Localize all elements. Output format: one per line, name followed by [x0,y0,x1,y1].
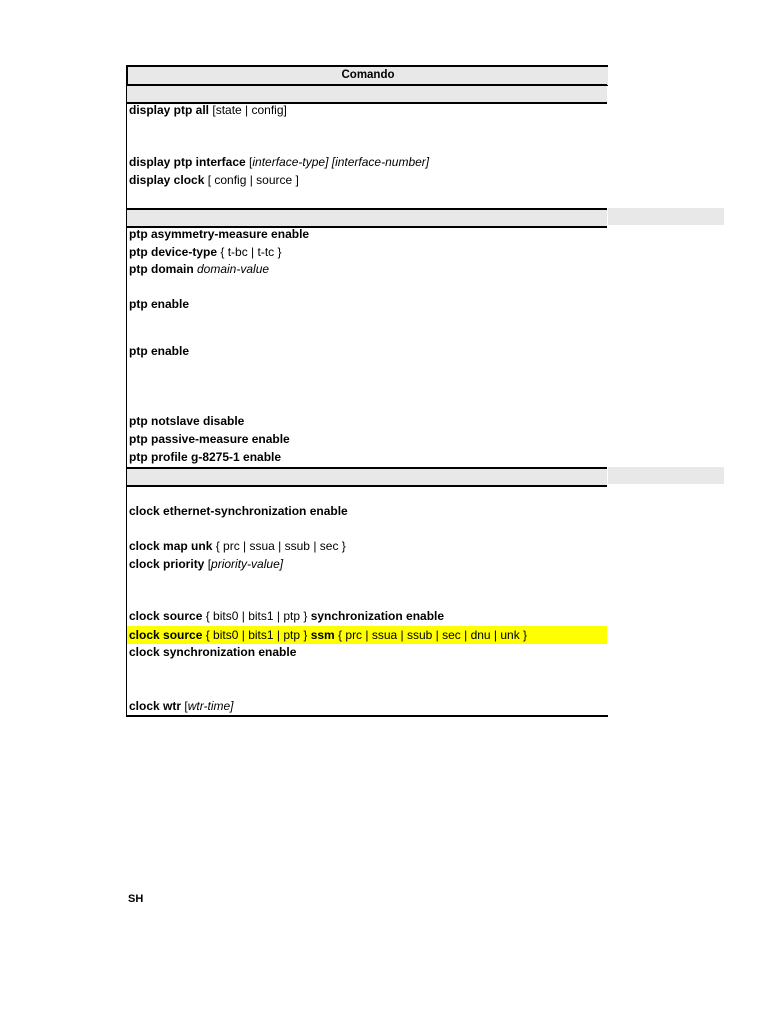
command-row [129,101,287,119]
command-text-segment: domain-value [197,262,270,276]
table-left-border [126,65,127,717]
command-text-segment: synchronization enable [310,609,445,623]
command-row [129,243,282,261]
column-header: Comando [127,65,608,86]
section-band-extension [608,208,724,225]
command-text-segment: ptp device-type [129,245,221,259]
command-text-segment: { bits0 | bits1 | ptp } [205,628,311,642]
command-text-segment: display ptp all [129,103,213,117]
command-text-segment: clock ethernet-synchronization enable [129,504,348,518]
command-text-segment: priority-value] [211,557,284,571]
command-row [129,643,296,661]
command-text-segment: ptp notslave disable [129,414,245,428]
command-text-segment: [ config | source ] [207,173,299,187]
command-text-segment: display ptp interface [129,155,250,169]
command-text-segment: clock priority [129,557,208,571]
section-separator-band [127,467,607,487]
command-text-segment: [state | config] [212,103,287,117]
command-text-segment: ptp passive-measure enable [129,432,290,446]
command-row [129,555,283,573]
table-bottom-border [126,715,608,717]
command-row [129,342,189,360]
command-text-segment: ptp profile g-8275-1 enable [129,450,282,464]
command-text-segment: [ [184,699,188,713]
command-row [129,295,189,313]
command-text-segment: wtr-time] [187,699,234,713]
command-row [129,537,346,555]
command-text-segment: clock source [129,628,206,642]
command-row [129,430,290,448]
command-row [129,412,244,430]
command-text-segment: { t-bc | t-tc } [220,245,282,259]
command-text-segment: ptp asymmetry-measure enable [129,227,310,241]
command-text-segment: interface-type] [interface-number] [252,155,430,169]
command-text-segment: { prc | ssua | ssub | sec } [215,539,346,553]
command-row [129,225,309,243]
command-text-segment: clock synchronization enable [129,645,297,659]
command-row [129,260,269,278]
command-text-segment: { prc | ssua | ssub | sec | dnu | unk } [338,628,528,642]
command-row [129,607,444,625]
command-text-segment: ptp enable [129,297,190,311]
command-row [129,448,281,466]
command-text-segment: ptp domain [129,262,197,276]
command-text-segment: [ [207,557,212,571]
command-row [129,171,299,189]
footer-label: SH [128,893,144,905]
command-text-segment: display clock [129,173,208,187]
command-row [129,502,348,520]
command-text-segment: ptp enable [129,344,190,358]
command-text-segment: clock map unk [129,539,216,553]
command-text-segment: { bits0 | bits1 | ptp } [205,609,311,623]
section-band-extension [608,467,724,484]
command-row [129,153,429,171]
command-text-segment: clock source [129,609,206,623]
command-row [129,697,233,715]
command-text-segment: ssm [310,628,339,642]
command-text-segment: [ [249,155,253,169]
command-text-segment: clock wtr [129,699,185,713]
command-row-highlighted [129,626,527,644]
